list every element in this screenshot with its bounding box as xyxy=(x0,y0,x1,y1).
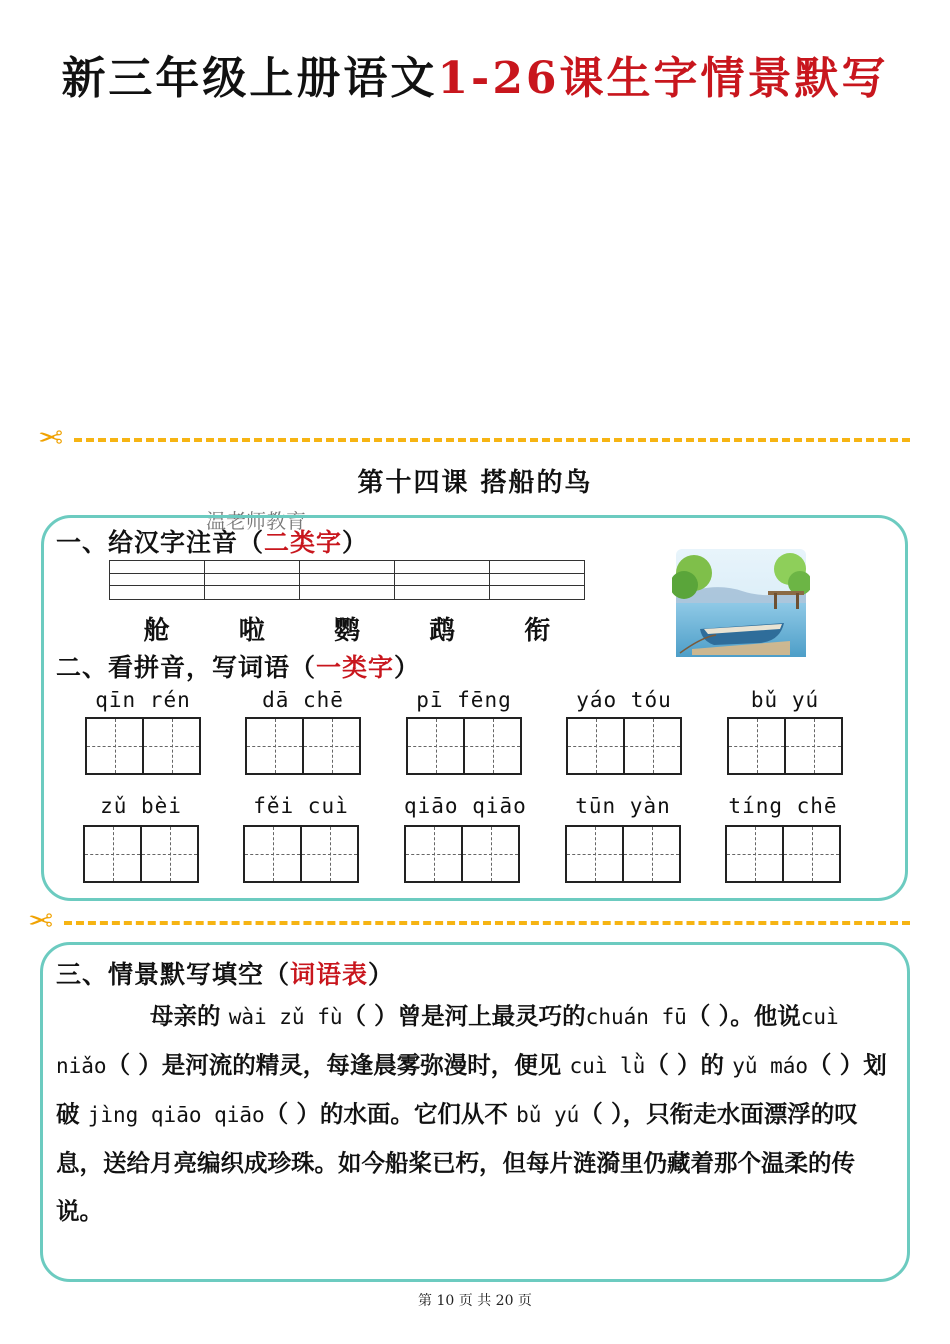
answer-blank[interactable]: （ ）曾是河上最灵巧的 xyxy=(342,1002,586,1030)
cloze-passage: 母亲的 wài zǔ fù（ ）曾是河上最灵巧的chuán fū（ ）。他说cuì niǎo（ ）是河流的精灵，每逢晨雾弥漫时，便见 cuì lǜ（ ）的 yǔ máo（ ）划破 jìng qiāo qiāo（ ）的水面。它们从不 bǔ yú（ ），只衔走水面漂浮的叹息，送给月亮编织成珍珠。如今船桨已朽，但每片涟漪里仍藏着那个温柔的传说。 xyxy=(56,992,901,1235)
pinyin-prompt: cuì lǜ xyxy=(569,1054,646,1078)
pinyin-prompt: chuán fū xyxy=(585,1005,687,1029)
pinyin-label: tíng chē xyxy=(728,794,838,818)
writing-box-pair[interactable] xyxy=(725,825,841,883)
pinyin-label: pī fēng xyxy=(416,688,512,712)
answer-blank[interactable]: （ ）。他说 xyxy=(686,1002,801,1030)
pinyin-label: qīn rén xyxy=(95,688,191,712)
answer-blank[interactable]: （ ）是河流的精灵，每逢晨雾弥漫时，便见 xyxy=(106,1051,570,1079)
pinyin-prompt: bǔ yú xyxy=(516,1103,580,1127)
writing-box-pair[interactable] xyxy=(243,825,359,883)
pinyin-label: fěi cuì xyxy=(253,794,349,818)
section1-heading: 一、给汉字注音（二类字） xyxy=(56,528,369,557)
scissors-icon: ✂ xyxy=(38,421,64,456)
writing-box-pair[interactable] xyxy=(245,717,361,775)
writing-box-pair[interactable] xyxy=(404,825,520,883)
character: 鹦 xyxy=(334,616,361,646)
pinyin-writing-lines[interactable] xyxy=(109,560,585,600)
pinyin-prompt: cuì niǎo xyxy=(56,1005,839,1078)
character: 舱 xyxy=(143,616,170,646)
section2-heading: 二、看拼音，写词语（一类字） xyxy=(56,653,421,682)
pinyin-label: qiāo qiāo xyxy=(404,794,527,818)
pinyin-label: zǔ bèi xyxy=(100,794,182,818)
character: 衔 xyxy=(524,616,551,646)
section3-heading: 三、情景默写填空（词语表） xyxy=(56,960,395,989)
watermark: 温老师教育 xyxy=(206,509,306,533)
cut-line-top xyxy=(0,423,950,457)
page-title: 新三年级上册语文1-26课生字情景默写 xyxy=(61,53,889,104)
boat-lake-illustration xyxy=(672,545,810,663)
writing-box-pair[interactable] xyxy=(406,717,522,775)
pinyin-label: dā chē xyxy=(262,688,344,712)
pinyin-label: tūn yàn xyxy=(575,794,671,818)
cut-line-bottom xyxy=(0,906,950,940)
writing-box-pair[interactable] xyxy=(565,825,681,883)
answer-blank[interactable]: （ ）划破 xyxy=(56,1051,887,1128)
answer-blank[interactable]: （ ）的水面。它们从不 xyxy=(264,1100,517,1128)
lesson-title: 第十四课 搭船的鸟 xyxy=(357,468,593,498)
writing-box-pair[interactable] xyxy=(85,717,201,775)
pinyin-prompt: wài zǔ fù xyxy=(228,1005,343,1029)
scissors-icon: ✂ xyxy=(28,904,54,939)
writing-box-pair[interactable] xyxy=(83,825,199,883)
answer-blank[interactable]: （ ）的 xyxy=(645,1051,733,1079)
writing-box-pair[interactable] xyxy=(566,717,682,775)
character: 啦 xyxy=(238,616,265,646)
answer-blank[interactable]: （ ），只衔走水面漂浮的叹息，送给月亮编织成珍珠。如今船桨已朽，但每片涟漪里仍藏着那个温柔的传说。 xyxy=(56,1100,858,1225)
pinyin-prompt: jìng qiāo qiāo xyxy=(87,1103,265,1127)
character: 鹉 xyxy=(429,616,456,646)
character-row xyxy=(109,610,585,647)
page-footer: 第 10 页 共 20 页 xyxy=(418,1293,532,1309)
pinyin-prompt: yǔ máo xyxy=(732,1054,809,1078)
pinyin-label: yáo tóu xyxy=(576,688,672,712)
writing-box-pair[interactable] xyxy=(727,717,843,775)
pinyin-label: bǔ yú xyxy=(750,688,820,712)
